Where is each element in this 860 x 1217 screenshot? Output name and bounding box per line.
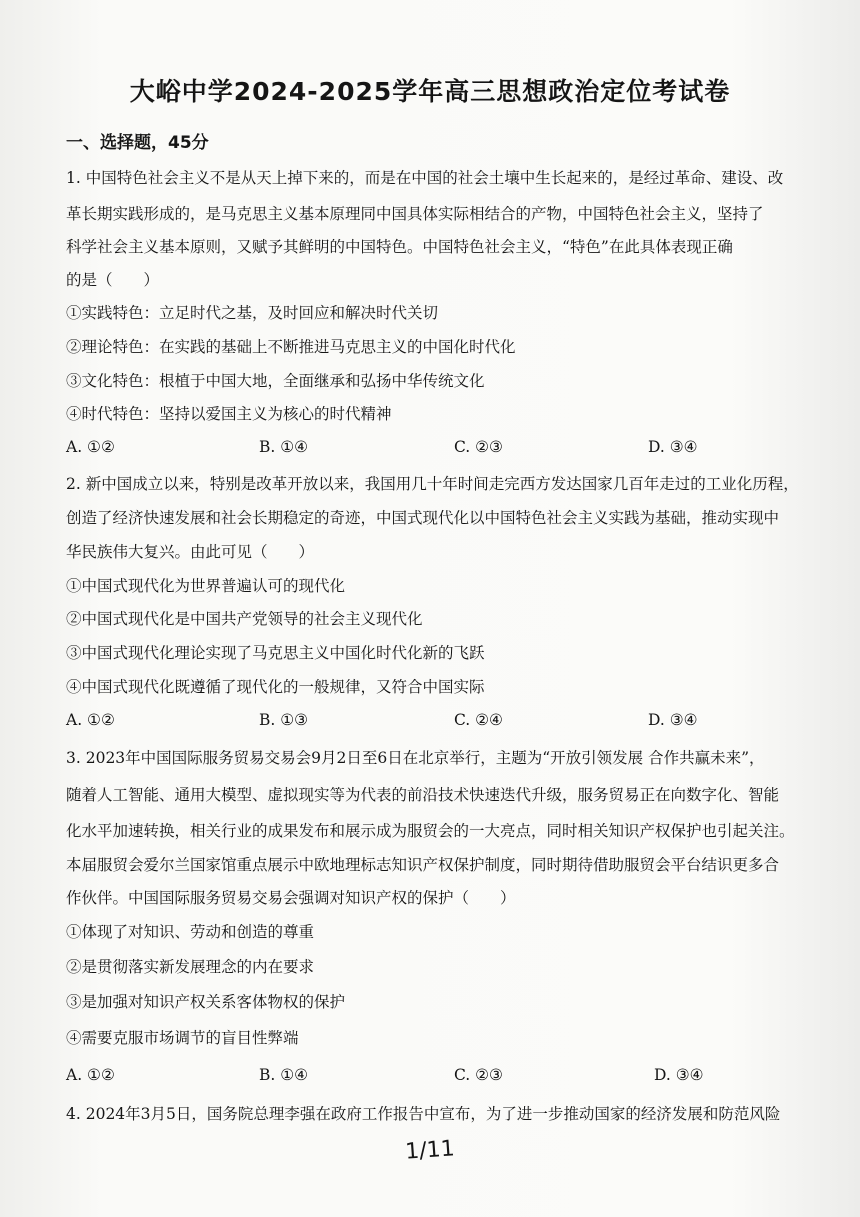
q1-choice-c: C. ②③ xyxy=(454,438,503,456)
q1-choice-b: B. ①④ xyxy=(259,438,309,456)
q2-choice-b: B. ①③ xyxy=(259,711,309,729)
q3-line-1: 3. 2023年中国国际服务贸易交易会9月2日至6日在北京举行，主题为“开放引领发展 合作共赢未来”， xyxy=(66,749,765,767)
q2-line-1: 2. 新中国成立以来，特别是改革开放以来，我国用几十年时间走完西方发达国家几百年走过的工业化历程， xyxy=(66,475,799,493)
q3-line-4: 本届服贸会爱尔兰国家馆重点展示中欧地理标志知识产权保护制度，同时期待借助服贸会平台结识更多合 xyxy=(66,856,780,874)
q1-line-4: 的是（ ） xyxy=(66,271,160,289)
q3-choice-b: B. ①④ xyxy=(259,1066,309,1084)
q2-choice-c: C. ②④ xyxy=(454,711,503,729)
q3-choice-d: D. ③④ xyxy=(654,1066,704,1084)
q1-option-3: ③文化特色：根植于中国大地，全面继承和弘扬中华传统文化 xyxy=(66,372,485,390)
q1-line-1: 1. 中国特色社会主义不是从天上掉下来的，而是在中国的社会土壤中生长起来的，是经过革命、建设、改 xyxy=(66,169,784,187)
q1-choices xyxy=(66,438,806,458)
q1-choice-a: A. ①② xyxy=(66,438,115,456)
q2-option-1: ①中国式现代化为世界普遍认可的现代化 xyxy=(66,577,346,595)
q2-option-3: ③中国式现代化理论实现了马克思主义中国化时代化新的飞跃 xyxy=(66,644,485,662)
q4-line-1: 4. 2024年3月5日，国务院总理李强在政府工作报告中宣布，为了进一步推动国家的经济发展和防范风险 xyxy=(66,1105,781,1123)
q1-choice-d: D. ③④ xyxy=(648,438,698,456)
q1-option-1: ①实践特色：立足时代之基，及时回应和解决时代关切 xyxy=(66,304,439,322)
q2-option-2: ②中国式现代化是中国共产党领导的社会主义现代化 xyxy=(66,610,423,628)
q3-option-1: ①体现了对知识、劳动和创造的尊重 xyxy=(66,923,315,941)
q2-line-2: 创造了经济快速发展和社会长期稳定的奇迹，中国式现代化以中国特色社会主义实践为基础，推动实现中 xyxy=(66,509,780,527)
q1-option-2: ②理论特色：在实践的基础上不断推进马克思主义的中国化时代化 xyxy=(66,338,516,356)
section-heading: 一、选择题，45分 xyxy=(66,133,209,153)
q3-choice-c: C. ②③ xyxy=(454,1066,503,1084)
q3-option-3: ③是加强对知识产权关系客体物权的保护 xyxy=(66,993,346,1011)
q3-choices xyxy=(66,1066,806,1086)
q2-choice-d: D. ③④ xyxy=(648,711,698,729)
q1-option-4: ④时代特色：坚持以爱国主义为核心的时代精神 xyxy=(66,405,392,423)
q2-choices xyxy=(66,711,806,731)
q3-line-3: 化水平加速转换，相关行业的成果发布和展示成为服贸会的一大亮点，同时相关知识产权保护也引起关注。 xyxy=(66,822,795,840)
q3-option-2: ②是贯彻落实新发展理念的内在要求 xyxy=(66,958,315,976)
exam-title: 大峪中学2024-2025学年高三思想政治定位考试卷 xyxy=(129,77,731,106)
q3-choice-a: A. ①② xyxy=(66,1066,115,1084)
page-number: 1/11 xyxy=(404,1136,456,1165)
q3-line-2: 随着人工智能、通用大模型、虚拟现实等为代表的前沿技术快速迭代升级，服务贸易正在向数字化、智能 xyxy=(66,786,780,804)
q2-choice-a: A. ①② xyxy=(66,711,115,729)
q3-option-4: ④需要克服市场调节的盲目性弊端 xyxy=(66,1029,299,1047)
q2-line-3: 华民族伟大复兴。由此可见（ ） xyxy=(66,543,315,561)
q1-line-3: 科学社会主义基本原则，又赋予其鲜明的中国特色。中国特色社会主义，“特色”在此具体表现正确 xyxy=(66,238,733,256)
q3-line-5: 作伙伴。中国国际服务贸易交易会强调对知识产权的保护（ ） xyxy=(66,889,516,907)
q2-option-4: ④中国式现代化既遵循了现代化的一般规律，又符合中国实际 xyxy=(66,678,485,696)
q1-line-2: 革长期实践形成的，是马克思主义基本原理同中国具体实际相结合的产物，中国特色社会主义，坚持了 xyxy=(66,205,764,223)
